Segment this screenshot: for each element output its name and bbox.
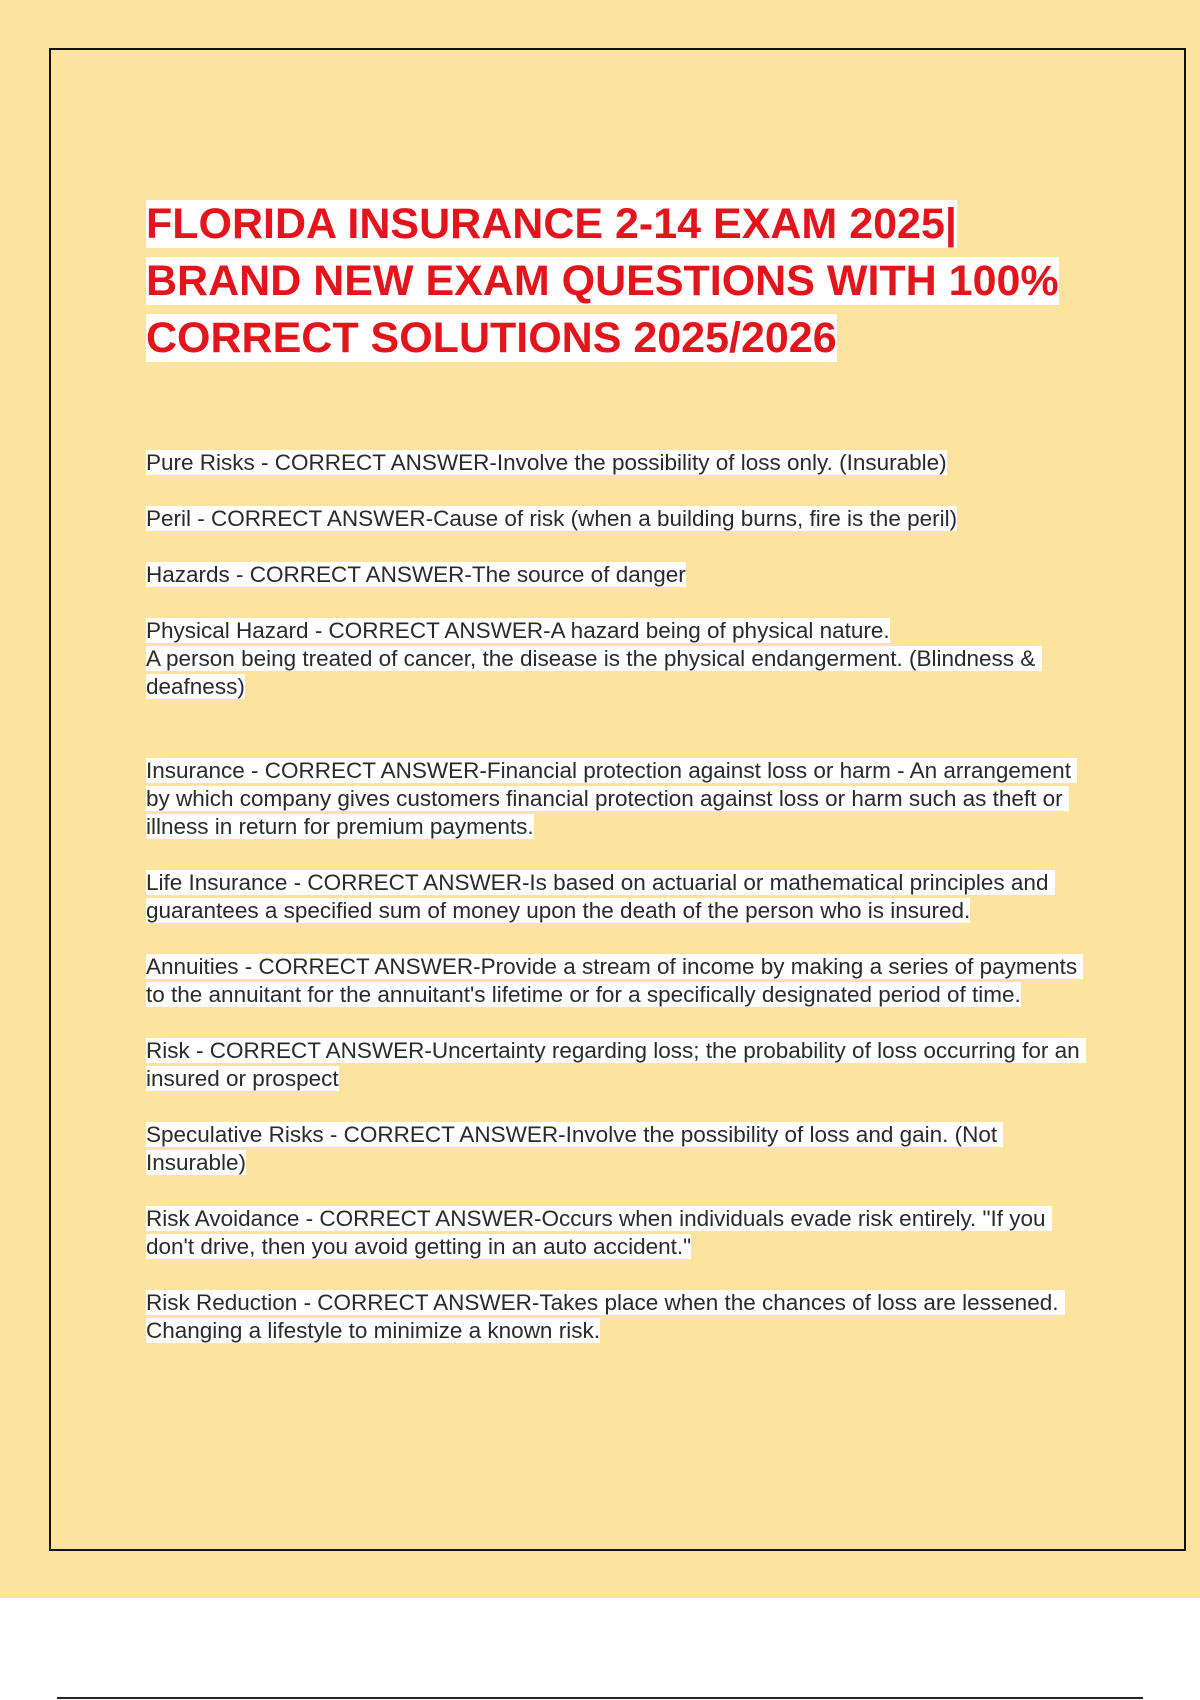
qa-item [146,617,1086,701]
qa-item-text: Physical Hazard - CORRECT ANSWER-A hazard being of physical nature. A person being treated of cancer, the disease is the physical endangerment. (Blindness & deafness) [146,618,1042,699]
qa-item [146,1289,1086,1345]
qa-item-text: Risk - CORRECT ANSWER-Uncertainty regarding loss; the probability of loss occurring for an insured or prospect [146,1038,1086,1091]
qa-item [146,953,1086,1009]
qa-item-text: Speculative Risks - CORRECT ANSWER-Involve the possibility of loss and gain. (Not Insurable) [146,1122,1004,1175]
qa-list [146,449,1086,1373]
qa-item [146,869,1086,925]
qa-item [146,1121,1086,1177]
qa-item-text: Life Insurance - CORRECT ANSWER-Is based on actuarial or mathematical principles and guarantees a specified sum of money upon the death of the person who is insured. [146,870,1055,923]
qa-item-text: Hazards - CORRECT ANSWER-The source of danger [146,562,686,587]
document-title-text: FLORIDA INSURANCE 2-14 EXAM 2025| BRAND NEW EXAM QUESTIONS WITH 100% CORRECT SOLUTIONS 2025/2026 [146,200,1059,362]
footer-divider [57,1697,1143,1699]
qa-item [146,561,1086,589]
qa-item [146,757,1086,841]
qa-item [146,1037,1086,1093]
qa-item-text: Pure Risks - CORRECT ANSWER-Involve the possibility of loss only. (Insurable) [146,450,947,475]
qa-item-text: Risk Reduction - CORRECT ANSWER-Takes place when the chances of loss are lessened. Changing a lifestyle to minimize a known risk. [146,1290,1065,1343]
qa-item-text: Risk Avoidance - CORRECT ANSWER-Occurs when individuals evade risk entirely. "If you don't drive, then you avoid getting in an auto accident." [146,1206,1052,1259]
qa-item-text: Annuities - CORRECT ANSWER-Provide a stream of income by making a series of payments to the annuitant for the annuitant's lifetime or for a specifically designated period of time. [146,954,1084,1007]
document-title [146,196,1076,367]
qa-item-text: Peril - CORRECT ANSWER-Cause of risk (when a building burns, fire is the peril) [146,506,958,531]
qa-item [146,449,1086,477]
qa-item [146,505,1086,533]
qa-item-text: Insurance - CORRECT ANSWER-Financial protection against loss or harm - An arrangement by which company gives customers financial protection against loss or harm such as theft or illness in return for premium payments. [146,758,1078,839]
qa-item [146,1205,1086,1261]
